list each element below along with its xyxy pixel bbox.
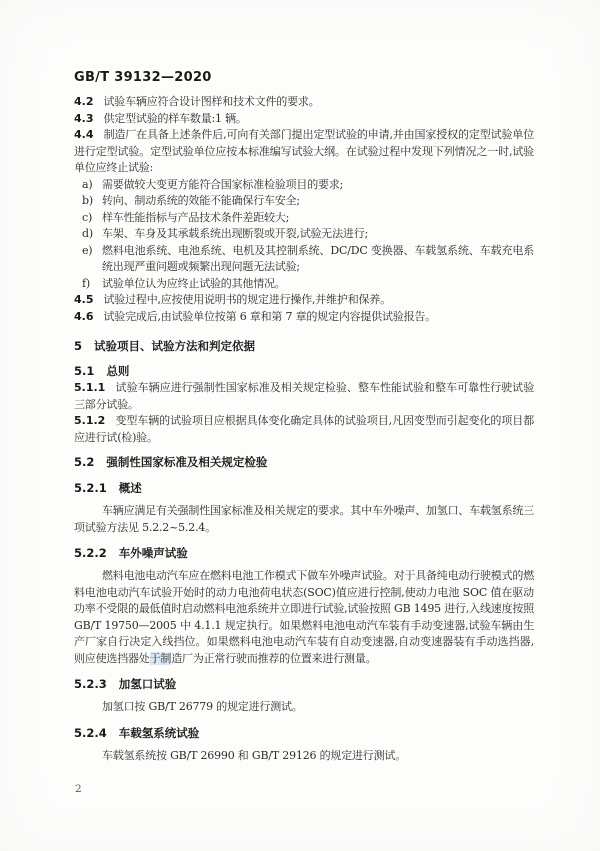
clause-text: 试验车辆应进行强制性国家标准及相关规定检验、整车性能试验和整车可靠性行驶试验三部分试验。: [74, 381, 534, 411]
page-number: 2: [75, 783, 82, 795]
clause-4-2: [74, 94, 534, 111]
section-heading-5-1: [74, 363, 534, 380]
clause-4-5: [74, 292, 534, 309]
list-item-b: [82, 193, 534, 210]
heading-title: 概述: [118, 481, 142, 495]
heading-title: 试验项目、试验方法和判定依据: [94, 339, 256, 353]
paragraph-5-2-1: 车辆应满足有关强制性国家标准及相关规定的要求。其中车外噪声、加氢口、车载氢系统三项试验方法见 5.2.2~5.2.4。: [74, 504, 534, 534]
clause-number: 4.6: [74, 309, 94, 323]
list-item-text: 试验单位认为应终止试验的其他情况。: [102, 276, 286, 290]
list-marker: c): [82, 210, 93, 224]
section-heading-5: [74, 338, 534, 355]
section-heading-5-2-3: [74, 676, 534, 693]
clause-5-1-2: [74, 413, 534, 446]
paragraph-text: 燃料电池电动汽车应在燃料电池工作模式下做车外噪声试验。对于具备纯电动行驶模式的燃料电池电动汽车试验开始时的动力电池荷电状态(SOC)值应进行控制,使动力电池 SOC 值在驱动功率不受限的最低值时启动燃料电池系统并立即进行试验,试验按照 GB 1495 进行,入线速度按照 GB/T 19750—2005 中 4.1.1 规定执行。如果燃料电池电动汽车装有手动变速器,试验车辆由生产厂家自行决定入线挡位。如果燃料电池电动汽车装有自动变速器,自动变速器装有手动选挡器,则应使选挡器处: [74, 569, 534, 665]
list-marker: d): [82, 227, 93, 240]
list-item-text: 燃料电池系统、电池系统、电机及其控制系统、DC/DC 变换器、车载氢系统、车载充电系统出现严重问题或频繁出现问题无法试验;: [102, 243, 534, 273]
clause-4-6: [74, 309, 534, 326]
list-item-c: [82, 210, 534, 227]
clause-number: 5.1.1: [74, 381, 106, 394]
heading-title: 强制性国家标准及相关规定检验: [106, 455, 268, 469]
heading-number: 5.2.4: [74, 725, 107, 740]
list-marker: f): [82, 276, 90, 290]
clause-number: 5.1.2: [74, 414, 106, 427]
list-item-text: 转向、制动系统的效能不能确保行车安全;: [102, 194, 300, 207]
heading-title: 车载氢系统试验: [118, 725, 200, 740]
section-heading-5-2-4: [74, 725, 534, 742]
heading-number: 5.2.1: [74, 481, 107, 495]
list-marker: e): [82, 243, 93, 257]
list-marker: b): [82, 194, 93, 207]
clause-4-4: [74, 127, 534, 177]
paragraph-5-2-4: 车载氢系统按 GB/T 26990 和 GB/T 29126 的规定进行测试。: [102, 748, 406, 762]
clause-5-1-1: [74, 380, 534, 413]
list-item-text: 车架、车身及其承载系统出现断裂或开裂,试验无法进行;: [102, 227, 369, 240]
clause-text: 制造厂在具备上述条件后,可向有关部门提出定型试验的申请,并由国家授权的定型试验单位进行定型试验。定型试验单位应按本标准编写试验大纲。在试验过程中发现下列情况之一时,试验单位应终止试验:: [74, 128, 534, 174]
section-heading-5-2-1: [74, 480, 534, 497]
clause-text: 供定型试验的样车数量:1 辆。: [103, 111, 247, 125]
heading-number: 5: [74, 339, 83, 353]
clause-number: 4.4: [74, 128, 94, 141]
clause-text: 试验过程中,应按使用说明书的规定进行操作,并维护和保养。: [103, 293, 391, 306]
heading-number: 5.2: [74, 455, 95, 469]
list-item-text: 样车性能指标与产品技术条件差距较大;: [102, 210, 290, 224]
heading-number: 5.1: [74, 364, 95, 378]
clause-number: 4.5: [74, 293, 94, 306]
standard-code: GB/T 39132—2020: [74, 70, 212, 85]
clause-text: 变型车辆的试验项目应根据具体变化确定具体的试验项目,凡因变型而引起变化的项目都应进行试(检)验。: [74, 414, 534, 444]
heading-title: 总则: [106, 364, 130, 378]
clause-number: 4.2: [74, 95, 94, 108]
paragraph-text: 造厂为正常行驶而推荐的位置来进行测量。: [171, 651, 377, 665]
list-item-e: [82, 243, 534, 276]
list-item-text: 需要做较大变更方能符合国家标准检验项目的要求;: [102, 177, 344, 191]
clause-text: 试验完成后,由试验单位按第 6 章和第 7 章的规定内容提供试验报告。: [103, 309, 436, 323]
section-heading-5-2-2: [74, 545, 534, 562]
heading-number: 5.2.3: [74, 677, 107, 691]
list-item-f: [82, 276, 534, 293]
clause-number: 4.3: [74, 111, 94, 125]
paragraph-5-2-3: 加氢口按 GB/T 26779 的规定进行测试。: [102, 700, 303, 713]
heading-title: 车外噪声试验: [118, 546, 188, 560]
list-item-a: [82, 177, 534, 194]
clause-4-3: [74, 111, 534, 128]
list-marker: a): [82, 177, 93, 191]
list-item-d: [82, 226, 534, 243]
highlight-text: 于制: [149, 651, 172, 665]
section-heading-5-2: [74, 454, 534, 471]
heading-title: 加氢口试验: [118, 677, 177, 691]
clause-text: 试验车辆应符合设计图样和技术文件的要求。: [103, 95, 320, 108]
heading-number: 5.2.2: [74, 546, 107, 560]
paragraph-5-2-2: [74, 568, 534, 667]
